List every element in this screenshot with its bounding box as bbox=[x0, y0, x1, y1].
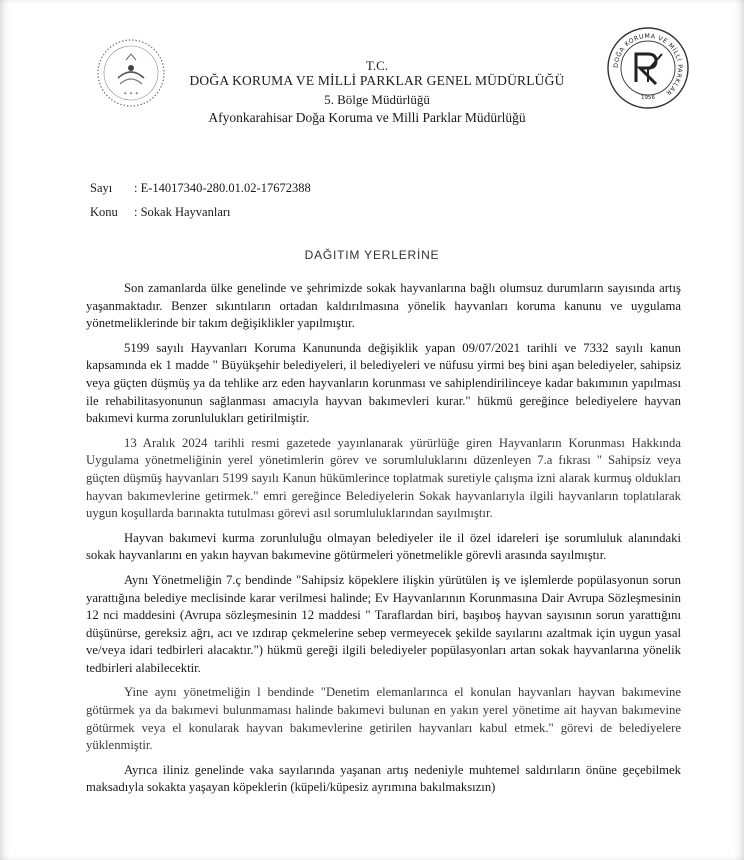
meta-subject-value: : Sokak Hayvanları bbox=[134, 205, 231, 219]
paragraph: Ayrıca iliniz genelinde vaka sayılarında yaşanan artış nedeniyle muhtemel saldırıların önüne geçebilmek maksadıyla sokakta yaşayan köpeklerin (küpeli/küpesiz ayrımına bakılmaksızın) bbox=[86, 762, 681, 795]
paragraph: Yine aynı yönetmeliğin l bendinde "Denetim elemanlarınca el konulan hayvanları hayvan bakımevine götürmek ya da bakımevi bulunmaması halinde bakımevi bulunan en yakın yerel yönetime ait hayvan bakımevine götürmek veya el konularak hayvan bakımevlerine getirilen hayvanları kabul etmek." görevi de belediyelere yüklenmiştir. bbox=[86, 685, 681, 753]
header-branch: Afyonkarahisar Doğa Koruma ve Milli Parklar Müdürlüğü bbox=[208, 110, 526, 125]
meta-subject-label: Konu bbox=[90, 205, 118, 219]
header-directorate: DOĞA KORUMA VE MİLLİ PARKLAR GENEL MÜDÜRLÜĞÜ bbox=[189, 73, 565, 88]
paragraph: Son zamanlarda ülke genelinde ve şehrimizde sokak hayvanlarına bağlı olumsuz durumların sayısında artış yaşanmaktadır. Benzer sıkıntıların ortadan kaldırılmasına yönelik hayvanları koruma kanunu ve uygulama yönetmeliklerinde bir takım değişiklikler yapılmıştır. bbox=[86, 281, 681, 331]
meta-subject-row bbox=[90, 205, 231, 220]
header-region: 5. Bölge Müdürlüğü bbox=[324, 92, 430, 107]
svg-text:DOĞA KORUMA VE MİLLİ PARKLAR: DOĞA KORUMA VE MİLLİ PARKLAR bbox=[612, 32, 684, 97]
meta-number-value: : E-14017340-280.01.02-17672388 bbox=[134, 181, 311, 195]
meta-number-label: Sayı bbox=[90, 181, 113, 195]
header-tc: T.C. bbox=[365, 58, 389, 73]
paragraph: Aynı Yönetmeliğin 7.ç bendinde "Sahipsiz köpeklere ilişkin yürütülen iş ve işlemlerde popülasyonun sorun yarattığına belediye meclisinde karar verilmesi halinde; Ev Hayvanlarının Korunmasına Dair Avrupa Sözleşmesinin 12 nci maddesini (Avrupa sözleşmesinin 12 maddesi " Taraflardan biri, başıboş hayvan sayısının sorun yarattığını düşünürse, gereksiz ağrı, acı ve ızdırap çekmelerine sebep vermeyecek şekilde sayılarını azaltmak için uygun yasal ve/veya idari tedbirleri alacaktır.") hükmü gereği ilgili belediyeler popülasyonları artan sokak hayvanlarına yönelik tedbirleri alabilecektir. bbox=[86, 572, 681, 675]
svg-text:1956: 1956 bbox=[641, 95, 655, 101]
paragraph: 5199 sayılı Hayvanları Koruma Kanununda değişiklik yapan 09/07/2021 tarihli ve 7332 sayılı kanun kapsamında ek 1 madde " Büyükşehir belediyeleri, il belediyeleri ve nüfusu yirmi beş bini aşan belediyeler, sahipsiz veya güçten düşmüş ya da tehlike arz eden hayvanların korunması ve sahiplendirilinceye kadar bakımının yapılması ile rehabilitasyonunun sağlanması amacıyla hayvan bakımevleri kurar." hükmü gereğince belediyelere hayvan bakımevi kurma zorunlulukları getirilmiştir. bbox=[86, 340, 681, 426]
svg-text:✦ ✦ ✦: ✦ ✦ ✦ bbox=[123, 91, 139, 97]
paragraph: 13 Aralık 2024 tarihli resmi gazetede yayınlanarak yürürlüğe giren Hayvanların Korunması Hakkında Uygulama yönetmeliğinin yerel yönetimlerin görev ve sorumluluklarını düzenleyen 7.a fıkrası " Sahipsiz veya güçten düşmüş hayvanları 5199 sayılı Kanun hükümlerince toplatmak suretiyle çalışma izni alarak kurmuş oldukları hayvan bakımevlerine getirmek." emri gereğince Belediyelerin Sokak hayvanlarıyla ilgili hayvanların toplatılarak uygun koşullarda barınakta tutulması görevi asıl sorumluluklarından sayılmıştır. bbox=[86, 435, 681, 521]
meta-number-row bbox=[90, 181, 311, 196]
paragraph: Hayvan bakımevi kurma zorunluluğu olmayan belediyeler ile il özel idareleri işe sorumluluk alanındaki sokak hayvanlarını en yakın hayvan bakımevine götürmeleri yönetmelikle görevli arasında sayılmıştır. bbox=[86, 530, 681, 563]
distribution-title: DAĞITIM YERLERİNE bbox=[304, 248, 440, 262]
letter-body bbox=[86, 280, 681, 804]
